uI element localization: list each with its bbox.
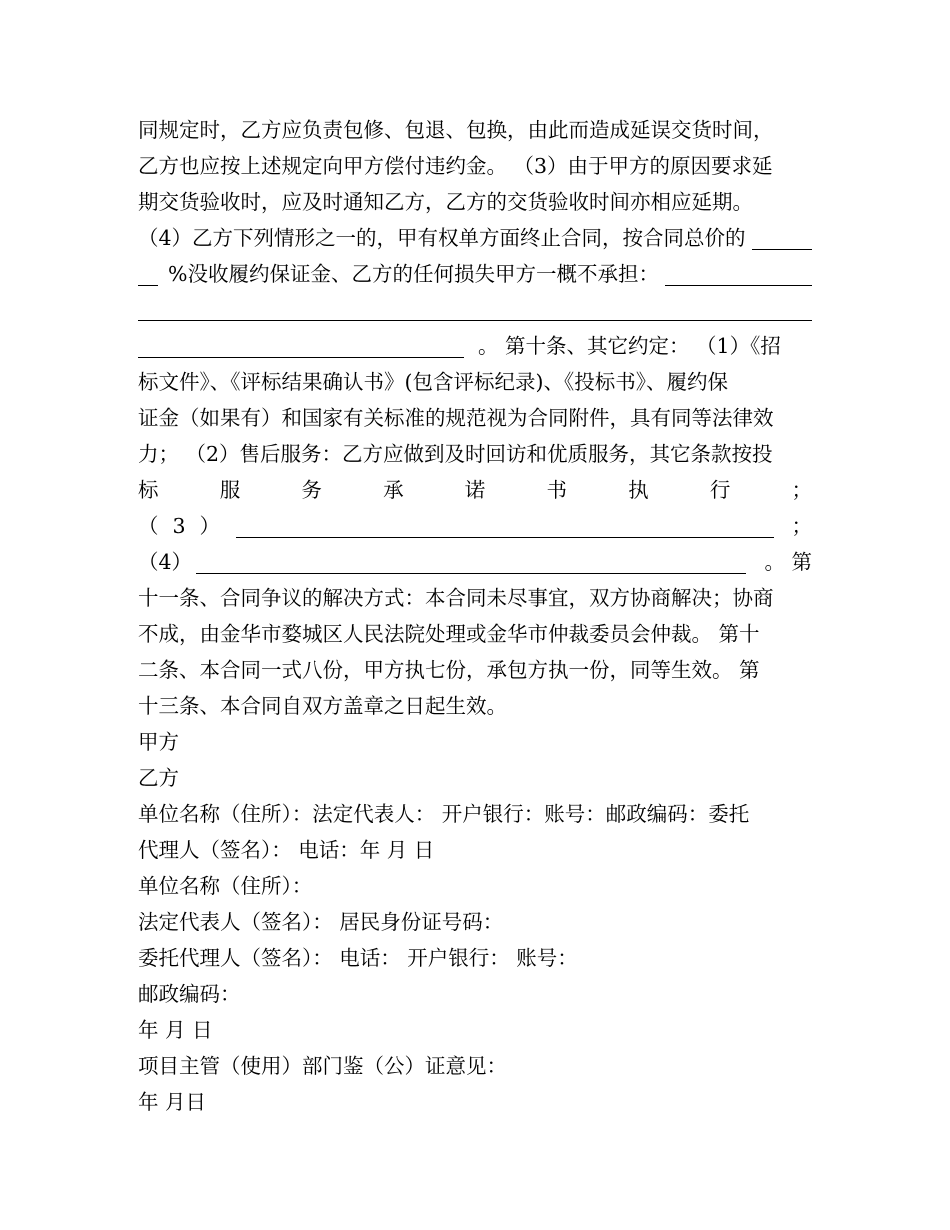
signature-field-line: 委托代理人（签名）： 电话： 开户银行： 账号： <box>138 946 578 970</box>
item3-number: 3 <box>172 514 186 538</box>
article10-text: 。 第十条、其它约定： （1）《招 <box>478 334 781 358</box>
blank-line-full <box>138 320 812 321</box>
item3-open: （ <box>138 514 159 538</box>
blank-line <box>752 227 812 250</box>
signature-field-line: 邮政编码： <box>138 982 241 1006</box>
blank-line <box>138 263 158 286</box>
paragraph-line: 乙方也应按上述规定向甲方偿付违约金。 （3）由于甲方的原因要求延 <box>138 154 773 178</box>
paragraph-line-spaced <box>138 472 812 508</box>
spaced-char: 务 <box>301 478 322 502</box>
spaced-char: 服 <box>219 478 241 502</box>
spaced-char: 行 <box>709 478 731 502</box>
signature-field-line: 代理人（签名）： 电话：年 月 日 <box>138 838 435 862</box>
paragraph-line: 十一条、合同争议的解决方式：本合同未尽事宜，双方协商解决；协商 <box>138 586 774 610</box>
paragraph-line-item4 <box>138 544 812 580</box>
spaced-char: 执 <box>628 478 649 502</box>
signature-field-line: 单位名称（住所）：法定代表人： 开户银行：账号：邮政编码：委托 <box>138 802 750 826</box>
item3-close: ） <box>199 514 221 538</box>
paragraph-line: 同规定时，乙方应负责包修、包退、包换，由此而造成延误交货时间， <box>138 118 774 142</box>
spaced-char: 书 <box>546 478 567 502</box>
blank-line <box>196 551 746 574</box>
paragraph-line-item3 <box>138 508 812 544</box>
item3-end: ； <box>791 514 812 538</box>
paragraph-line-forfeit <box>138 256 812 292</box>
signature-field-line: 法定代表人（签名）： 居民身份证号码： <box>138 910 504 934</box>
forfeit-clause-text: %没收履约保证金、乙方的任何损失甲方一概不承担： <box>168 262 659 286</box>
paragraph-line: 二条、本合同一式八份，甲方执七份，承包方执一份，同等生效。 第 <box>138 658 760 682</box>
paragraph-line: 力； （2）售后服务：乙方应做到及时回访和优质服务，其它条款按投 <box>138 442 773 466</box>
approval-opinion-line: 项目主管（使用）部门鉴（公）证意见： <box>138 1054 507 1078</box>
item4-label: （4） <box>138 550 193 574</box>
blank-line <box>236 515 773 538</box>
paragraph-line: 证金（如果有）和国家有关标准的规范视为合同附件，具有同等法律效 <box>138 406 774 430</box>
paragraph-line: 不成，由金华市婺城区人民法院处理或金华市仲裁委员会仲裁。 第十 <box>138 622 760 646</box>
paragraph-line-article10 <box>138 328 812 364</box>
date-line: 年 月 日 <box>138 1018 213 1042</box>
spaced-char: 承 <box>383 478 404 502</box>
paragraph-line: 期交货验收时，应及时通知乙方，乙方的交货验收时间亦相应延期。 <box>138 190 753 214</box>
penalty-clause-text: （4）乙方下列情形之一的，甲有权单方面终止合同，按合同总价的 <box>138 226 746 250</box>
paragraph-line: 标文件》、《评标结果确认书》(包含评标纪录)、《投标书》、履约保 <box>138 370 728 394</box>
party-a-label: 甲方 <box>138 730 179 754</box>
paragraph-line-penalty <box>138 220 812 256</box>
item4-tail: 。 第 <box>764 550 812 574</box>
spaced-char: 标 <box>138 478 159 502</box>
spaced-char: 诺 <box>464 478 486 502</box>
party-b-label: 乙方 <box>138 766 179 790</box>
blank-line <box>665 263 812 286</box>
blank-line <box>138 335 464 358</box>
paragraph-line: 十三条、本合同自双方盖章之日起生效。 <box>138 694 507 718</box>
signature-field-line: 单位名称（住所）： <box>138 874 313 898</box>
spaced-char: ； <box>791 478 812 502</box>
date-line: 年 月日 <box>138 1090 207 1114</box>
